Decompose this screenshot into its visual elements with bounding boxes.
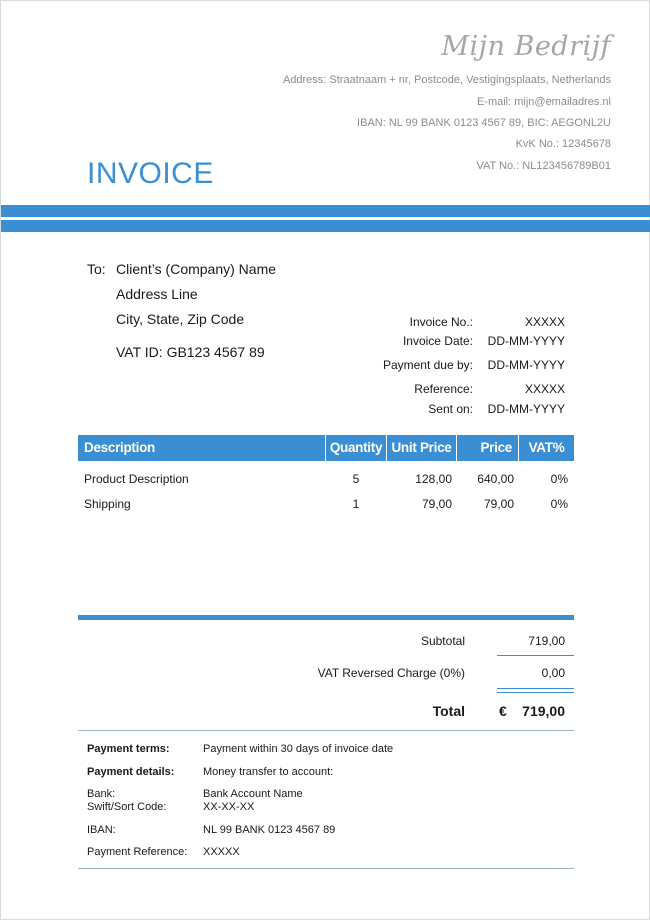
reference-value: XXXXX <box>524 382 565 396</box>
invoice-date-label: Invoice Date: <box>402 334 473 348</box>
client-vat-id: VAT ID: GB123 4567 89 <box>116 344 265 360</box>
header-vat: VAT% <box>528 440 565 455</box>
to-label: To: <box>87 261 106 277</box>
bank-value: Bank Account Name <box>203 788 303 800</box>
total-label: Total <box>432 703 465 719</box>
row-quantity: 5 <box>352 472 360 486</box>
company-kvk: KvK No.: 12345678 <box>515 138 611 150</box>
subtotal-label: Subtotal <box>420 634 465 648</box>
invoice-no-value: XXXXX <box>524 315 565 329</box>
payment-details-label: Payment details: <box>87 766 175 778</box>
vat-label: VAT Reversed Charge (0%) <box>317 666 465 680</box>
bank-label: Bank: <box>87 788 116 800</box>
payment-reference-value: XXXXX <box>203 846 240 858</box>
due-label: Payment due by: <box>382 358 473 372</box>
total-currency: € <box>499 703 507 719</box>
vat-value: 0,00 <box>541 666 565 680</box>
vat-rule-bottom <box>497 692 574 693</box>
subtotal-rule <box>497 655 574 656</box>
sent-value: DD-MM-YYYY <box>487 402 565 416</box>
header-quantity: Quantity <box>326 435 387 461</box>
payment-terms-value: Payment within 30 days of invoice date <box>203 743 394 755</box>
swift-value: XX-XX-XX <box>203 801 255 813</box>
company-vat: VAT No.: NL123456789B01 <box>476 160 611 172</box>
payment-reference-label: Payment Reference: <box>87 846 188 858</box>
header-band-top <box>1 205 650 217</box>
invoice-no-label: Invoice No.: <box>409 315 473 329</box>
company-bank: IBAN: NL 99 BANK 0123 4567 89, BIC: AEGONL2U <box>357 117 611 129</box>
header-band-bottom <box>1 220 650 232</box>
row-price: 79,00 <box>483 497 514 511</box>
client-address: Address Line <box>116 286 198 302</box>
payment-divider-top <box>78 730 574 731</box>
header-description: Description <box>78 435 326 461</box>
company-address: Address: Straatnaam + nr, Postcode, Vestigingsplaats, Netherlands <box>282 74 611 86</box>
subtotal-value: 719,00 <box>528 634 565 648</box>
row-quantity: 1 <box>352 497 360 511</box>
row-unit-price: 79,00 <box>421 497 452 511</box>
swift-label: Swift/Sort Code: <box>87 801 167 813</box>
iban-label: IBAN: <box>87 824 116 836</box>
row-vat: 0% <box>550 472 568 486</box>
invoice-title: INVOICE <box>87 157 214 190</box>
client-name: Client’s (Company) Name <box>116 261 277 277</box>
table-row <box>78 495 574 515</box>
row-description: Product Description <box>84 472 189 486</box>
header-unit-price: Unit Price <box>387 435 457 461</box>
items-table-header <box>78 435 574 461</box>
row-price: 640,00 <box>477 472 514 486</box>
payment-terms-label: Payment terms: <box>87 743 170 755</box>
payment-details-value: Money transfer to account: <box>203 766 334 778</box>
invoice-date-value: DD-MM-YYYY <box>487 334 565 348</box>
header-price: Price <box>457 435 519 461</box>
row-description: Shipping <box>84 497 131 511</box>
company-email: E-mail: mijn@emailadres.nl <box>476 96 611 108</box>
table-row <box>78 470 574 490</box>
reference-label: Reference: <box>414 382 473 396</box>
iban-value: NL 99 BANK 0123 4567 89 <box>203 824 336 836</box>
vat-rule-top <box>497 688 574 689</box>
row-vat: 0% <box>550 497 568 511</box>
row-unit-price: 128,00 <box>415 472 452 486</box>
total-value: 719,00 <box>522 703 565 719</box>
payment-divider-bottom <box>78 868 574 869</box>
company-logo: Mijn Bedrijf <box>441 31 611 62</box>
due-value: DD-MM-YYYY <box>487 358 565 372</box>
items-divider <box>78 615 574 620</box>
client-city: City, State, Zip Code <box>116 311 245 327</box>
sent-label: Sent on: <box>428 402 473 416</box>
